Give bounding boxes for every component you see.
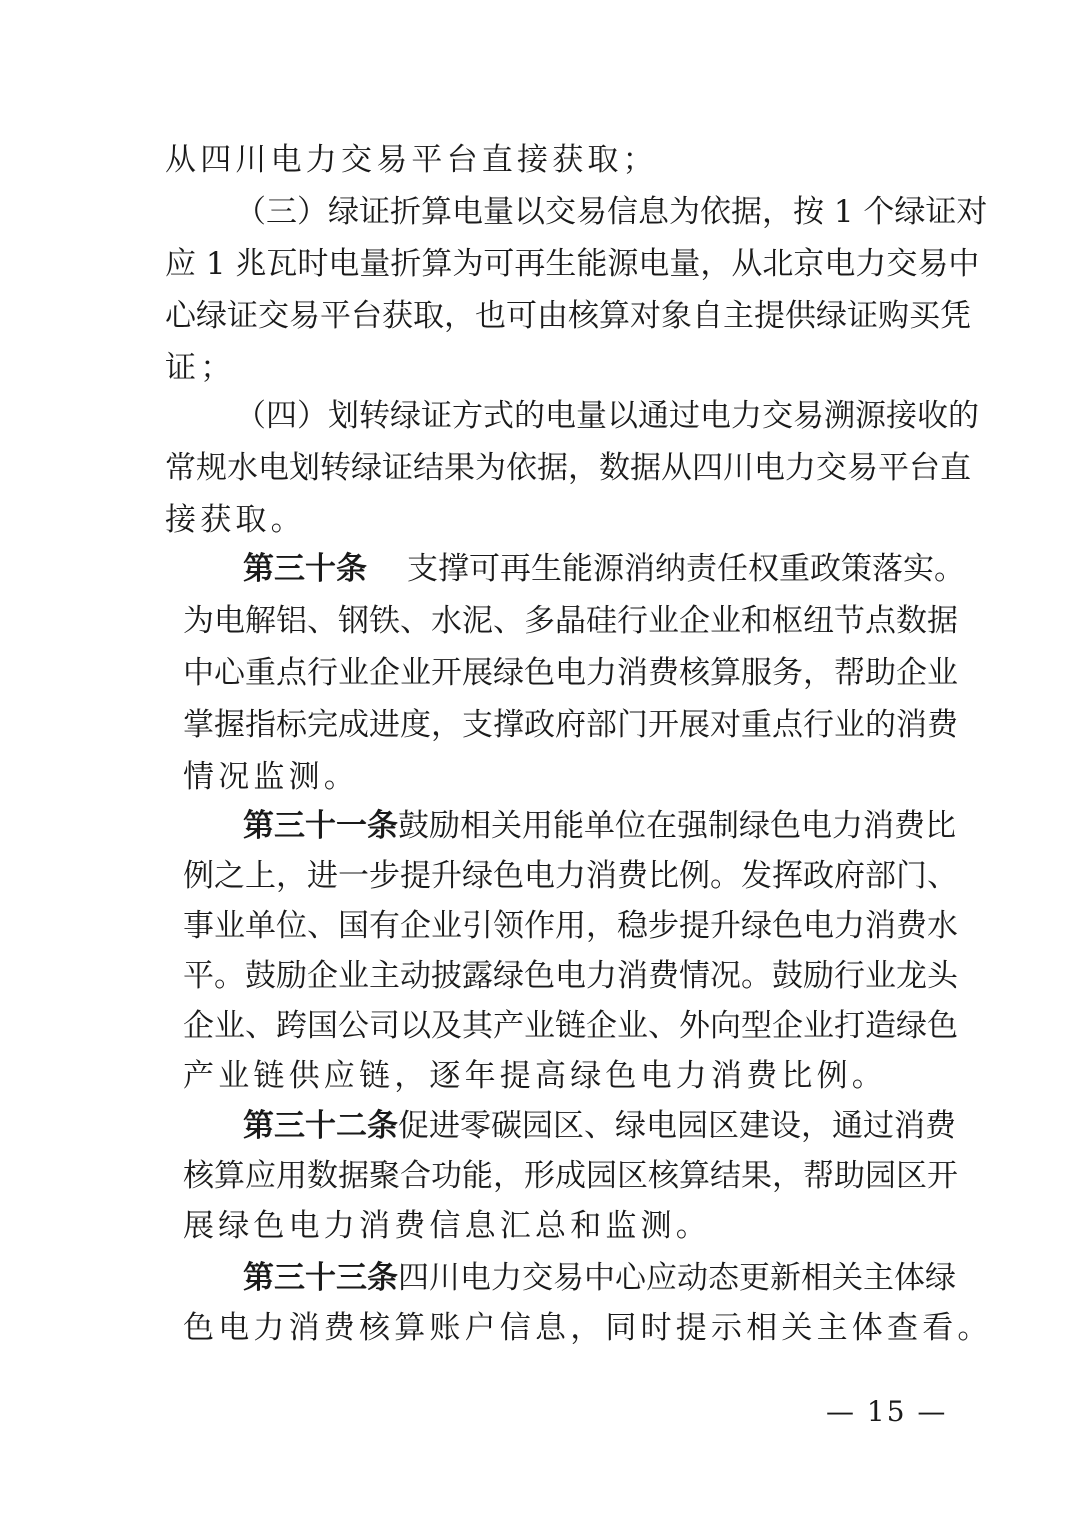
article-30-first-line bbox=[243, 543, 965, 595]
text-line: 例之上，进一步提升绿色电力消费比例。发挥政府部门、 bbox=[183, 858, 958, 894]
text-line: 事业单位、国有企业引领作用，稳步提升绿色电力消费水 bbox=[183, 908, 958, 944]
article-32-first-line bbox=[243, 1100, 956, 1152]
text-line: 产业链供应链，逐年提高绿色电力消费比例。 bbox=[183, 1058, 887, 1094]
article-33-first-line bbox=[243, 1252, 956, 1304]
text-line: 为电解铝、钢铁、水泥、多晶硅行业企业和枢纽节点数据 bbox=[183, 603, 958, 639]
text-line: （三）绿证折算电量以交易信息为依据，按 1 个绿证对 bbox=[235, 194, 988, 230]
text-line: 常规水电划转绿证结果为依据，数据从四川电力交易平台直 bbox=[165, 450, 971, 486]
text-line: （四）划转绿证方式的电量以通过电力交易溯源接收的 bbox=[235, 398, 979, 434]
text-line: 心绿证交易平台获取，也可由核算对象自主提供绿证购买凭 bbox=[165, 298, 971, 334]
article-30-lead: 支撑可再生能源消纳责任权重政策落实。 bbox=[407, 551, 965, 587]
text-line: 接获取。 bbox=[165, 502, 306, 538]
text-line: 色电力消费核算账户信息，同时提示相关主体查看。 bbox=[183, 1310, 993, 1346]
text-line: 平。鼓励企业主动披露绿色电力消费情况。鼓励行业龙头 bbox=[183, 958, 958, 994]
text-line: 中心重点行业企业开展绿色电力消费核算服务，帮助企业 bbox=[183, 655, 958, 691]
article-31-heading: 第三十一条 bbox=[243, 808, 398, 844]
text-line: 情况监测。 bbox=[183, 759, 359, 795]
article-33-lead: 四川电力交易中心应动态更新相关主体绿 bbox=[398, 1260, 956, 1296]
text-line: 掌握指标完成进度，支撑政府部门开展对重点行业的消费 bbox=[183, 707, 958, 743]
text-line: 从四川电力交易平台直接获取； bbox=[165, 142, 658, 178]
text-line: 企业、跨国公司以及其产业链企业、外向型企业打造绿色 bbox=[183, 1008, 958, 1044]
article-33-heading: 第三十三条 bbox=[243, 1260, 398, 1296]
article-32-lead: 促进零碳园区、绿电园区建设，通过消费 bbox=[398, 1108, 956, 1144]
text-line: 应 1 兆瓦时电量折算为可再生能源电量，从北京电力交易中 bbox=[165, 246, 980, 282]
text-line: 展绿色电力消费信息汇总和监测。 bbox=[183, 1208, 711, 1244]
article-32-heading: 第三十二条 bbox=[243, 1108, 398, 1144]
page-number: — 15 — bbox=[826, 1395, 948, 1428]
article-30-heading: 第三十条 bbox=[243, 551, 367, 587]
text-line: 核算应用数据聚合功能，形成园区核算结果，帮助园区开 bbox=[183, 1158, 958, 1194]
article-31-lead: 鼓励相关用能单位在强制绿色电力消费比 bbox=[398, 808, 956, 844]
article-31-first-line bbox=[243, 800, 956, 852]
text-line: 证； bbox=[165, 350, 236, 386]
